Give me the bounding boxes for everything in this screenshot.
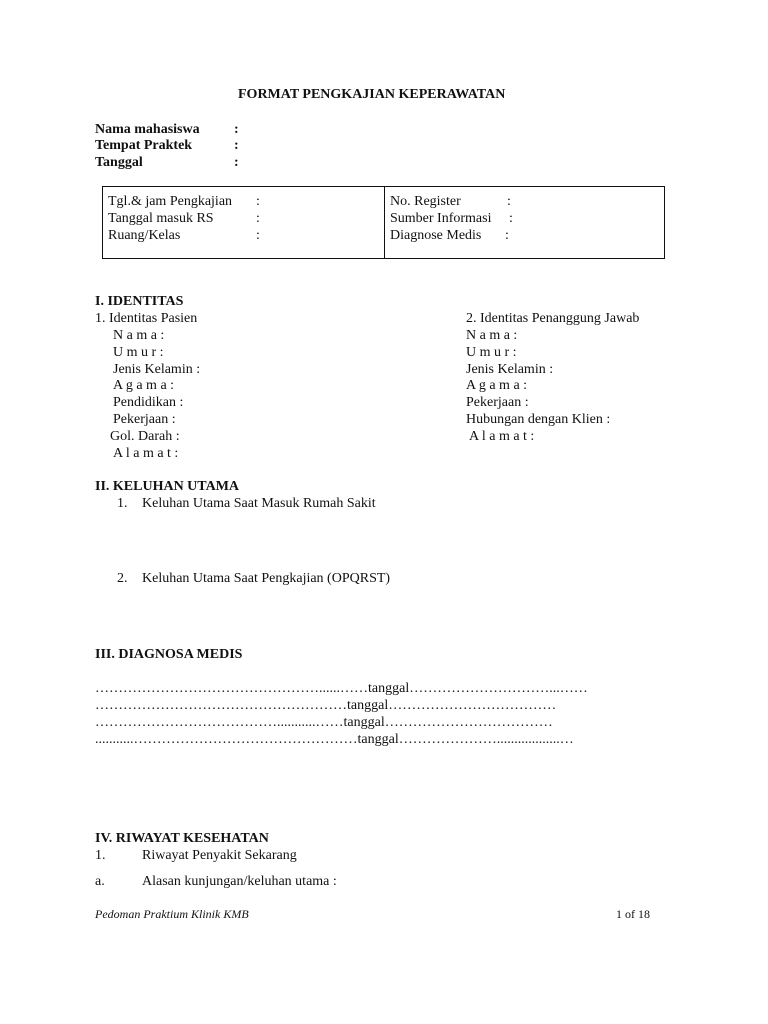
guardian-field-age: U m u r : <box>466 345 517 360</box>
document-title: FORMAT PENGKAJIAN KEPERAWATAN <box>238 87 506 102</box>
date-label: Tanggal <box>95 155 143 170</box>
practice-place-label: Tempat Praktek <box>95 138 193 153</box>
complaint-item-1-text: Keluhan Utama Saat Masuk Rumah Sakit <box>142 496 376 511</box>
practice-place-colon: : <box>234 138 239 153</box>
patient-field-name: N a m a : <box>113 328 165 343</box>
section-riwayat-heading: IV. RIWAYAT KESEHATAN <box>95 831 269 846</box>
admission-date-colon: : <box>256 211 260 226</box>
patient-field-gender: Jenis Kelamin : <box>113 362 201 377</box>
patient-identity-title: 1. Identitas Pasien <box>95 311 198 326</box>
patient-field-age: U m u r : <box>113 345 164 360</box>
patient-field-occupation: Pekerjaan : <box>113 412 176 427</box>
patient-field-education: Pendidikan : <box>113 395 184 410</box>
student-name-label: Nama mahasiswa <box>95 122 200 137</box>
section-diagnosa-heading: III. DIAGNOSA MEDIS <box>95 647 243 662</box>
info-source-label: Sumber Informasi <box>390 211 492 226</box>
admission-date-label: Tanggal masuk RS <box>108 211 214 226</box>
guardian-field-occupation: Pekerjaan : <box>466 395 529 410</box>
room-class-colon: : <box>256 228 260 243</box>
diagnosis-line-3: …………………………………...........……tanggal……………………………… <box>95 715 553 730</box>
complaint-item-2-text: Keluhan Utama Saat Pengkajian (OPQRST) <box>142 571 391 586</box>
diagnosis-line-2: ………………………………………………tanggal……………………………… <box>95 698 557 713</box>
patient-field-religion: A g a m a : <box>113 378 175 393</box>
assessment-datetime-label: Tgl.& jam Pengkajian <box>108 194 233 209</box>
history-item-a-letter: a. <box>95 874 105 889</box>
complaint-item-1-number: 1. <box>117 496 128 511</box>
register-number-colon: : <box>507 194 511 209</box>
register-box-divider <box>384 186 385 259</box>
diagnosis-line-4: ...........…………………………………………tanggal…………………..................… <box>95 732 574 747</box>
section-keluhan-heading: II. KELUHAN UTAMA <box>95 479 240 494</box>
assessment-datetime-colon: : <box>256 194 260 209</box>
footer-page-number: 1 of 18 <box>616 907 650 921</box>
history-item-1-number: 1. <box>95 848 106 863</box>
patient-field-address: A l a m a t : <box>113 446 179 461</box>
medical-diagnosis-colon: : <box>505 228 509 243</box>
guardian-field-gender: Jenis Kelamin : <box>466 362 554 377</box>
footer-title: Pedoman Praktium Klinik KMB <box>95 907 249 921</box>
complaint-item-2-number: 2. <box>117 571 128 586</box>
history-item-1-text: Riwayat Penyakit Sekarang <box>142 848 297 863</box>
register-number-label: No. Register <box>390 194 461 209</box>
guardian-field-address: A l a m a t : <box>469 429 535 444</box>
section-identitas-heading: I. IDENTITAS <box>95 294 184 309</box>
guardian-identity-title: 2. Identitas Penanggung Jawab <box>466 311 640 326</box>
diagnosis-line-1: …………………………………………......……tanggal…………………………...…… <box>95 681 588 696</box>
room-class-label: Ruang/Kelas <box>108 228 181 243</box>
guardian-field-relationship: Hubungan dengan Klien : <box>466 412 611 427</box>
info-source-colon: : <box>509 211 513 226</box>
guardian-field-religion: A g a m a : <box>466 378 528 393</box>
patient-field-blood-type: Gol. Darah : <box>110 429 180 444</box>
date-colon: : <box>234 155 239 170</box>
student-name-colon: : <box>234 122 239 137</box>
medical-diagnosis-label: Diagnose Medis <box>390 228 482 243</box>
history-item-a-text: Alasan kunjungan/keluhan utama : <box>142 874 337 889</box>
guardian-field-name: N a m a : <box>466 328 518 343</box>
